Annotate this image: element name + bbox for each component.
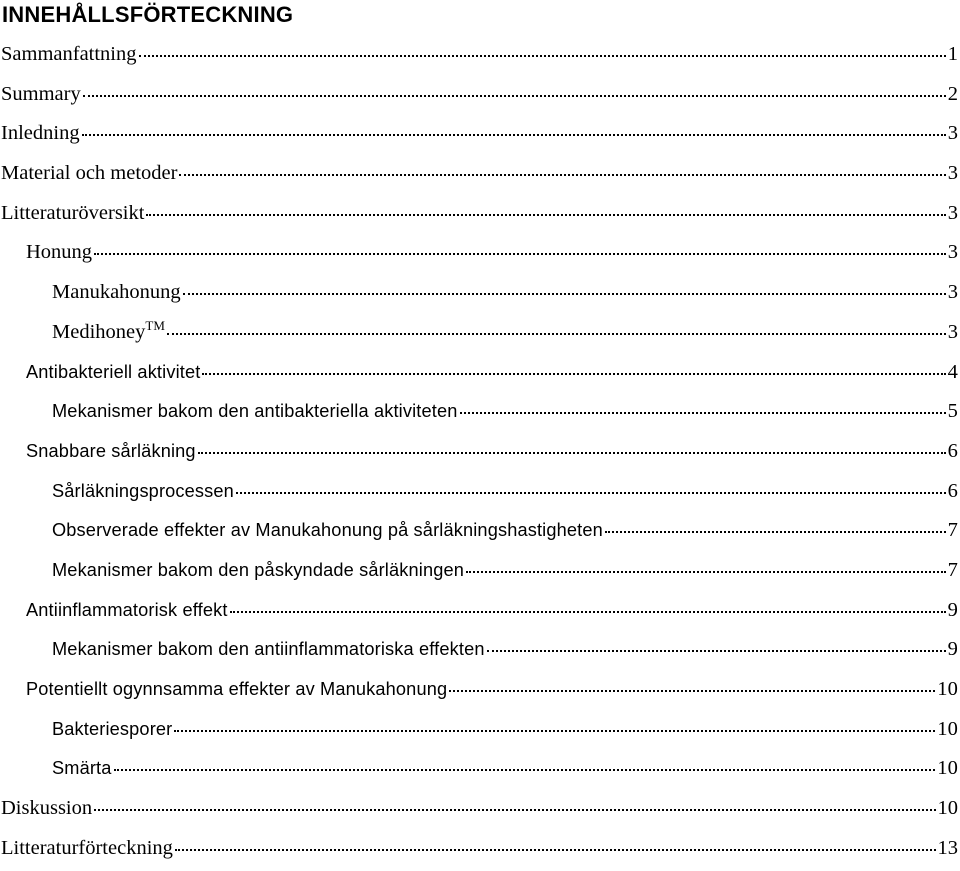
toc-list <box>0 35 960 868</box>
toc-entry-label <box>1 75 81 115</box>
toc-entry[interactable] <box>0 75 960 115</box>
toc-entry-page-number: 3 <box>947 162 958 185</box>
toc-entry[interactable] <box>0 432 960 472</box>
toc-entry-label-text: Honung <box>26 241 93 264</box>
toc-entry-label-text: Litteraturförteckning <box>1 836 173 859</box>
toc-entry-label-text: Bakteriesporer <box>52 718 173 739</box>
toc-entry[interactable] <box>0 551 960 591</box>
toc-entry[interactable] <box>0 35 960 75</box>
toc-entry-label-text: Litteraturöversikt <box>1 201 145 224</box>
toc-entry-label-text: Sårläkningsprocessen <box>52 480 234 501</box>
dot-leader <box>174 729 935 732</box>
dot-leader <box>139 54 946 57</box>
toc-entry-label-text: Mekanismer bakom den antibakteriella aktiviteten <box>52 401 458 422</box>
toc-entry[interactable] <box>0 591 960 631</box>
toc-entry-label-text: Diskussion <box>1 797 93 820</box>
toc-entry-page-number: 9 <box>947 638 958 661</box>
toc-entry-page-number: 13 <box>937 836 958 859</box>
toc-entry[interactable] <box>0 114 960 154</box>
toc-entry-label-text: Inledning <box>1 122 80 145</box>
dot-leader <box>183 292 946 295</box>
toc-entry-label <box>52 551 464 591</box>
dot-leader <box>230 610 946 613</box>
toc-entry-page-number: 6 <box>947 479 958 502</box>
dot-leader <box>179 173 945 176</box>
toc-entry-page-number: 7 <box>947 558 958 581</box>
toc-entry[interactable] <box>0 273 960 313</box>
toc-entry-label-text: Summary <box>1 82 81 105</box>
toc-entry-page-number: 1 <box>947 43 958 65</box>
toc-entry-page-number: 3 <box>947 241 958 264</box>
toc-entry-label <box>26 353 200 393</box>
toc-entry-label <box>26 432 196 472</box>
toc-entry-label <box>1 114 80 154</box>
toc-entry[interactable] <box>0 313 960 353</box>
toc-entry-label-text: Observerade effekter av Manukahonung på sårläkningshastigheten <box>52 520 603 541</box>
toc-entry-page-number: 3 <box>947 201 958 224</box>
toc-entry-label <box>52 749 112 789</box>
toc-entry-label-text: Material och metoder <box>1 162 178 185</box>
toc-heading: INNEHÅLLSFÖRTECKNING <box>2 2 294 27</box>
toc-entry-label <box>52 630 485 670</box>
dot-leader <box>83 94 946 97</box>
toc-entry-label <box>52 511 603 551</box>
dot-leader <box>114 768 936 771</box>
toc-entry[interactable] <box>0 233 960 273</box>
toc-entry-page-number: 5 <box>947 400 958 423</box>
toc-entry[interactable] <box>0 154 960 194</box>
toc-entry[interactable] <box>0 829 960 869</box>
toc-entry[interactable] <box>0 630 960 670</box>
toc-entry-label-text: Medihoney <box>52 320 146 343</box>
toc-entry-page-number: 10 <box>937 678 958 700</box>
toc-entry[interactable] <box>0 749 960 789</box>
toc-entry-label <box>52 392 458 432</box>
dot-leader <box>449 689 935 692</box>
toc-entry-label <box>26 591 228 631</box>
toc-entry-label <box>1 35 137 75</box>
toc-entry-page-number: 4 <box>947 360 958 383</box>
toc-entry-label-text: Antiinflammatorisk effekt <box>26 599 228 620</box>
dot-leader <box>146 213 945 216</box>
toc-entry-page-number: 10 <box>937 717 958 740</box>
toc-entry-label-text: Mekanismer bakom den påskyndade sårläkningen <box>52 559 465 580</box>
toc-entry-page-number: 2 <box>947 82 958 105</box>
toc-entry-label-text: Snabbare sårläkning <box>26 440 196 461</box>
toc-entry-label-text: Mekanismer bakom den antiinflammatoriska effekten <box>52 639 485 660</box>
dot-leader <box>198 451 946 454</box>
toc-entry-page-number: 10 <box>937 757 958 780</box>
dot-leader <box>82 133 946 136</box>
toc-entry-label <box>52 313 165 353</box>
toc-entry[interactable] <box>0 392 960 432</box>
toc-entry[interactable] <box>0 472 960 512</box>
dot-leader <box>236 491 946 494</box>
dot-leader <box>94 252 946 255</box>
toc-entry-label <box>1 829 173 869</box>
dot-leader <box>466 570 946 573</box>
toc-entry-page-number: 7 <box>947 519 958 542</box>
toc-entry-label-text: Antibakteriell aktivitet <box>26 361 201 382</box>
toc-entry-page-number: 3 <box>947 122 958 145</box>
toc-entry-label-text: Sammanfattning <box>1 43 137 65</box>
toc-entry-label <box>52 472 234 512</box>
toc-entry-page-number: 10 <box>937 797 958 820</box>
toc-entry[interactable] <box>0 670 960 710</box>
toc-entry[interactable] <box>0 353 960 393</box>
dot-leader <box>605 530 946 533</box>
dot-leader <box>167 332 946 335</box>
dot-leader <box>202 372 945 375</box>
toc-entry[interactable] <box>0 511 960 551</box>
toc-entry-label <box>1 154 177 194</box>
dot-leader <box>487 649 946 652</box>
trademark-superscript: TM <box>145 317 165 333</box>
toc-entry-label <box>52 710 172 750</box>
toc-entry[interactable] <box>0 194 960 234</box>
dot-leader <box>94 808 935 811</box>
toc-entry-label <box>1 194 144 234</box>
toc-entry-label <box>52 273 181 313</box>
toc-entry[interactable] <box>0 710 960 750</box>
toc-entry-label <box>26 670 447 710</box>
dot-leader <box>460 411 946 414</box>
toc-entry[interactable] <box>0 789 960 829</box>
toc-entry-page-number: 6 <box>947 439 958 462</box>
toc-entry-label-text: Manukahonung <box>52 281 181 304</box>
toc-entry-page-number: 9 <box>947 598 958 621</box>
toc-entry-page-number: 3 <box>947 320 958 343</box>
toc-entry-label <box>26 233 92 273</box>
dot-leader <box>175 848 936 851</box>
toc-entry-label <box>1 789 92 829</box>
toc-entry-label-text: Potentiellt ogynnsamma effekter av Manukahonung <box>26 679 448 699</box>
toc-entry-page-number: 3 <box>947 281 958 304</box>
toc-entry-label-text: Smärta <box>52 758 112 779</box>
